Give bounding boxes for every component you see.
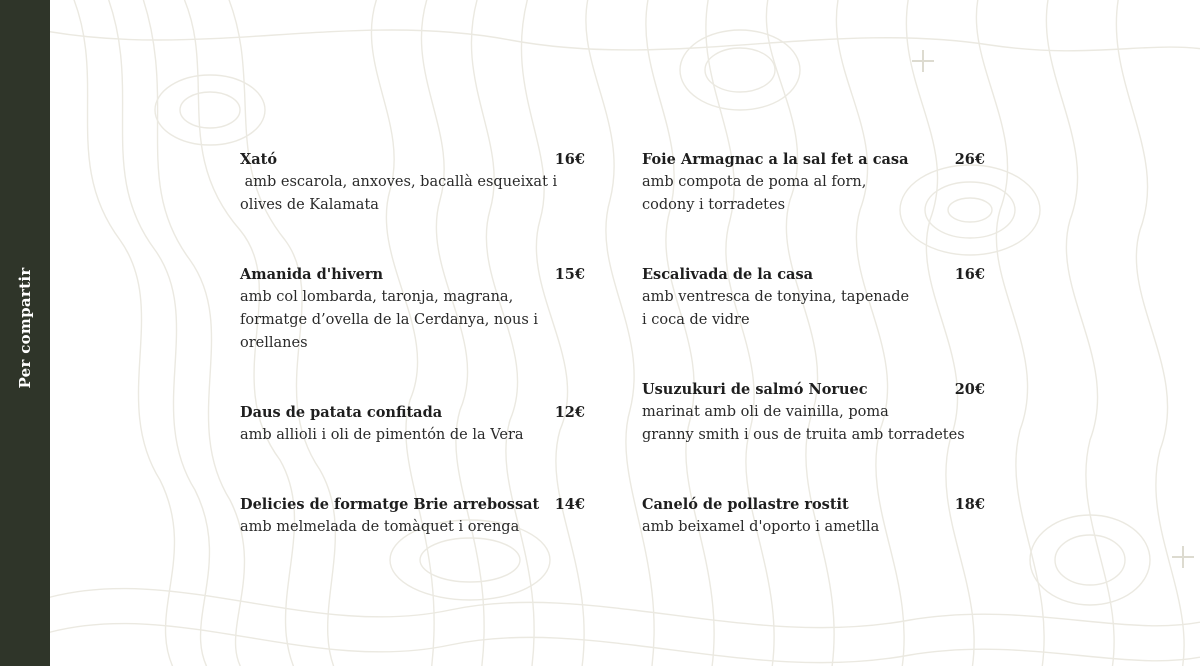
dish-price: 16€ [554, 151, 585, 168]
dish-price: 15€ [554, 266, 585, 283]
dish-price: 14€ [554, 496, 585, 513]
menu-item [642, 263, 985, 332]
dish-description: amb allioli i oli de pimentón de la Vera [240, 427, 524, 443]
dish-description: amb melmelada de tomàquet i orenga [240, 519, 520, 535]
topographic-background [50, 0, 1200, 666]
menu-item [240, 493, 585, 539]
section-title: Per compartir [16, 267, 34, 389]
dish-description: amb escarola, anxoves, bacallà esqueixat i olives de Kalamata [240, 174, 558, 213]
dish-name: Amanida d'hivern [240, 266, 384, 283]
dish-name: Escalivada de la casa [642, 266, 814, 283]
dish-description: amb ventresca de tonyina, tapenade i coca de vidre [642, 289, 910, 328]
dish-name: Caneló de pollastre rostit [642, 496, 849, 513]
plus-icon [1172, 546, 1194, 568]
menu-item [240, 401, 585, 447]
sidebar [0, 0, 50, 666]
menu-item [642, 378, 985, 447]
dish-price: 18€ [954, 496, 985, 513]
dish-name: Foie Armagnac a la sal fet a casa [642, 151, 909, 168]
dish-price: 12€ [554, 404, 585, 421]
dish-price: 16€ [954, 266, 985, 283]
dish-name: Usuzukuri de salmó Noruec [642, 381, 868, 398]
menu-item [642, 493, 985, 539]
dish-description: amb beixamel d'oporto i ametlla [642, 519, 880, 535]
dish-name: Xató [240, 151, 278, 168]
dish-name: Daus de patata confitada [240, 404, 443, 421]
dish-description: amb compota de poma al forn, codony i torradetes [642, 174, 867, 213]
dish-name: Delicies de formatge Brie arrebossat [240, 496, 540, 513]
dish-price: 26€ [954, 151, 985, 168]
menu-item [240, 148, 585, 217]
plus-icon [912, 50, 934, 72]
dish-description: marinat amb oli de vainilla, poma granny smith i ous de truita amb torradetes [642, 404, 965, 443]
menu-item [240, 263, 585, 355]
dish-price: 20€ [954, 381, 985, 398]
dish-description: amb col lombarda, taronja, magrana, formatge d’ovella de la Cerdanya, nous i orellanes [240, 289, 539, 351]
menu-item [642, 148, 985, 217]
